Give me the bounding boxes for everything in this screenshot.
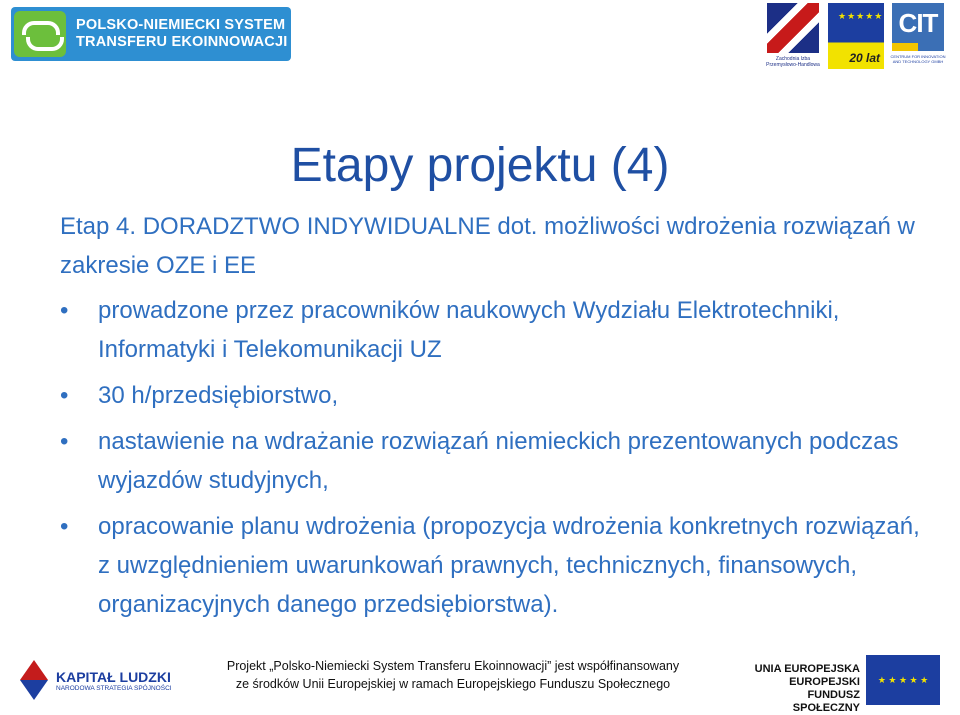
- bullet-item: [60, 507, 920, 624]
- bullet-item: [60, 422, 920, 500]
- slide-title: Etapy projektu (4): [290, 139, 670, 192]
- bullet-icon: •: [60, 297, 69, 324]
- bullet-item: [60, 291, 920, 369]
- slide-subtitle: Etap 4. DORADZTWO INDYWIDUALNE dot. możliwości wdrożenia rozwiązań w zakresie OZE i EE: [60, 213, 915, 279]
- eu-line2: EUROPEJSKI: [789, 676, 860, 688]
- cit-caption: CENTRUM FOR INNOVATION AND TECHNOLOGY GMBH: [890, 54, 946, 64]
- bullet-item: [60, 376, 920, 415]
- project-logo-line2: TRANSFERU EKOINNOWACJI: [76, 34, 288, 50]
- partner-logo-cit: [890, 3, 946, 71]
- cofinancing-note: [218, 657, 688, 693]
- bullet-text: nastawienie na wdrażanie rozwiązań niemieckich prezentowanych podczas wyjazdów studyjnych,: [98, 428, 899, 494]
- eu-text: [750, 663, 860, 715]
- project-logo-line1: POLSKO-NIEMIECKI SYSTEM: [76, 17, 286, 33]
- cit-logo-text: CIT: [892, 3, 944, 43]
- chamber-caption: Zachodnia Izba Przemysłowo-Handlowa: [766, 56, 820, 68]
- kapital-ludzki-subtitle: NARODOWA STRATEGIA SPÓJNOŚCI: [56, 684, 172, 692]
- cit-logo-bar: [892, 43, 944, 51]
- partner-logo-20-years: [827, 3, 885, 71]
- kapital-ludzki-title: KAPITAŁ LUDZKI: [56, 668, 171, 685]
- bullet-icon: •: [60, 513, 69, 540]
- eu-line3: FUNDUSZ SPOŁECZNY: [792, 689, 860, 714]
- stars-icon: ★★★★★: [838, 11, 884, 21]
- bullet-list: [60, 291, 920, 631]
- bullet-text: prowadzone przez pracowników naukowych Wydziału Elektrotechniki, Informatyki i Telekomunikacji UZ: [98, 297, 840, 363]
- kapital-ludzki-logo: [20, 655, 190, 705]
- eu-stars-logo: [828, 3, 884, 69]
- cofinancing-line2: ze środków Unii Europejskiej w ramach Europejskiego Funduszu Społecznego: [235, 677, 671, 691]
- project-logo: [11, 7, 291, 61]
- bullet-text: 30 h/przedsiębiorstwo,: [98, 382, 339, 409]
- kapital-ludzki-text: [48, 669, 172, 692]
- cofinancing-line1: Projekt „Polsko-Niemiecki System Transferu Ekoinnowacji” jest współfinansowany: [226, 659, 680, 673]
- chamber-emblem-icon: [767, 3, 819, 53]
- project-logo-text: [76, 17, 287, 51]
- star-icon: [20, 660, 48, 700]
- eu-line1: UNIA EUROPEJSKA: [754, 663, 860, 675]
- partner-logo-chamber: [764, 3, 822, 71]
- twenty-years-text: 20 lat: [849, 51, 880, 65]
- eu-flag-icon: ★ ★ ★ ★ ★: [866, 655, 940, 705]
- bullet-text: opracowanie planu wdrożenia (propozycja wdrożenia konkretnych rozwiązań, z uwzględnieniem uwarunkowań prawnych, technicznych, finansowych, organizacyjnych danego przedsiębiorstwa).: [98, 513, 920, 618]
- footer: [0, 649, 960, 714]
- recycle-arrows-icon: [14, 11, 66, 57]
- bullet-icon: •: [60, 428, 69, 455]
- bullet-icon: •: [60, 382, 69, 409]
